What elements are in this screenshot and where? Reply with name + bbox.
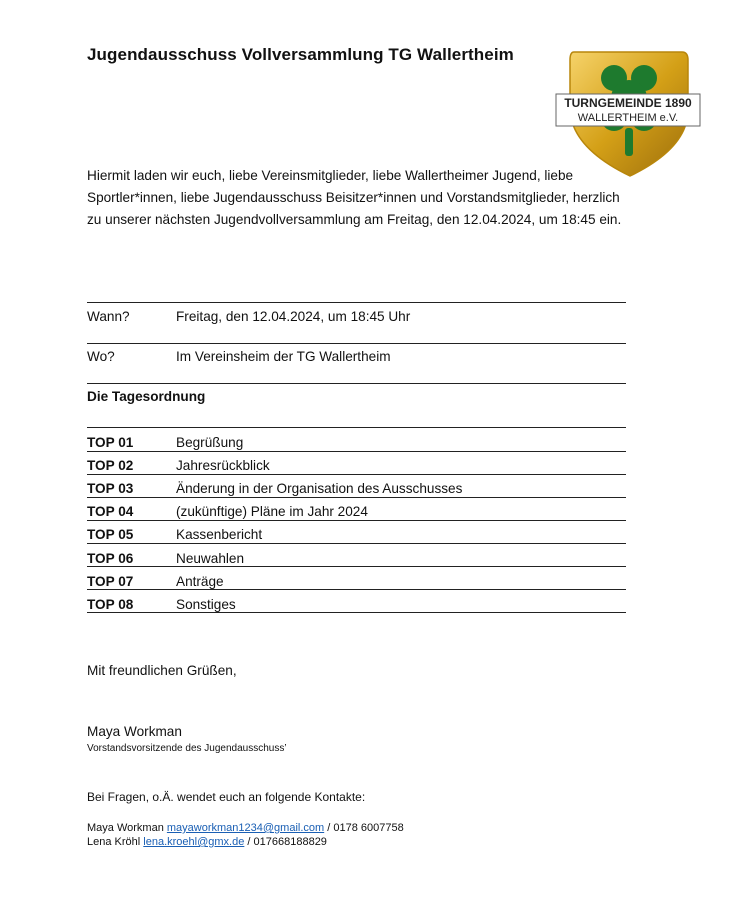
agenda-text: Begrüßung [176, 435, 244, 450]
contact-email-link[interactable]: mayaworkman1234@gmail.com [166, 822, 325, 834]
where-value: Im Vereinsheim der TG Wallertheim [176, 349, 391, 364]
table-rule [87, 612, 626, 613]
agenda-number: TOP 06 [87, 551, 134, 566]
intro-paragraph: Hiermit laden wir euch, liebe Vereinsmitglieder, liebe Wallertheimer Jugend, liebe Sportler*innen, liebe Jugendausschuss Beisitzer*innen und Vorstandsmitglieder, herzlich zu unserer nächsten Jugendvollversammlung am Freitag, den 12.04.2024, um 18:45 ein. [87, 168, 622, 227]
club-logo [552, 48, 704, 180]
contact-line [87, 835, 327, 849]
table-rule [87, 589, 626, 590]
agenda-heading: Die Tagesordnung [87, 389, 206, 404]
agenda-text: Neuwahlen [176, 551, 245, 566]
agenda-number: TOP 01 [87, 435, 134, 450]
contact-name: Lena Kröhl [87, 836, 141, 848]
table-rule [87, 566, 626, 567]
table-rule [87, 343, 626, 344]
when-value: Freitag, den 12.04.2024, um 18:45 Uhr [176, 309, 411, 324]
logo-text-line1: TURNGEMEINDE 1890 [564, 96, 692, 110]
contact-line [87, 821, 404, 835]
contacts-intro: Bei Fragen, o.Ä. wendet euch an folgende Kontakte: [87, 790, 366, 804]
agenda-text: (zukünftige) Pläne im Jahr 2024 [176, 504, 368, 519]
agenda-text: Sonstiges [176, 597, 236, 612]
where-label: Wo? [87, 349, 115, 364]
signer-name: Maya Workman [87, 724, 182, 739]
contact-name: Maya Workman [87, 822, 164, 834]
contact-phone: / 017668188829 [244, 836, 327, 848]
agenda-number: TOP 07 [87, 574, 134, 589]
signer-role: Vorstandsvorsitzende des Jugendausschuss’ [87, 743, 287, 754]
contact-email-link[interactable]: lena.kroehl@gmx.de [143, 836, 245, 848]
agenda-number: TOP 02 [87, 458, 134, 473]
table-rule [87, 543, 626, 544]
agenda-number: TOP 05 [87, 527, 134, 542]
table-rule [87, 520, 626, 521]
agenda-text: Jahresrückblick [176, 458, 270, 473]
contact-phone: / 0178 6007758 [324, 822, 404, 834]
agenda-number: TOP 08 [87, 597, 134, 612]
agenda-text: Änderung in der Organisation des Ausschusses [176, 481, 463, 496]
when-label: Wann? [87, 309, 130, 324]
agenda-text: Kassenbericht [176, 527, 263, 542]
table-rule [87, 474, 626, 475]
agenda-number: TOP 03 [87, 481, 134, 496]
table-rule [87, 451, 626, 452]
table-rule [87, 302, 626, 303]
closing-greeting: Mit freundlichen Grüßen, [87, 663, 237, 678]
table-rule [87, 383, 626, 384]
document-title: Jugendausschuss Vollversammlung TG Wallertheim [87, 45, 514, 64]
agenda-number: TOP 04 [87, 504, 134, 519]
agenda-text: Anträge [176, 574, 224, 589]
logo-text-line2: WALLERTHEIM e.V. [577, 112, 679, 124]
table-rule [87, 427, 626, 428]
table-rule [87, 497, 626, 498]
